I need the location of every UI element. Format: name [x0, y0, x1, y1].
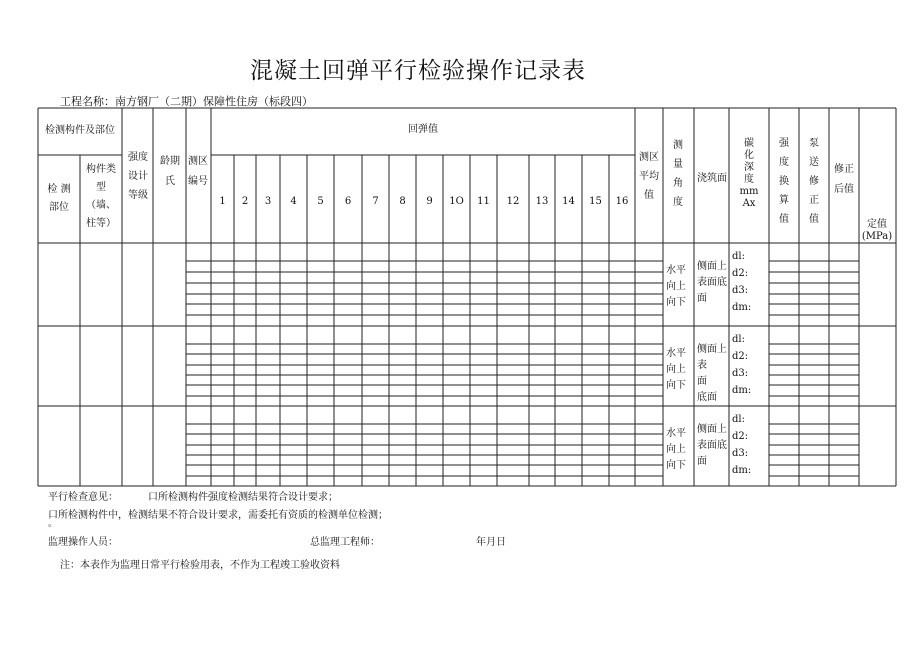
group-3-carb-depth: d2: [732, 431, 749, 442]
header-angle: 角 [673, 178, 683, 189]
group-1-angle: 向上 [666, 281, 686, 292]
header-zone-average: 值 [644, 190, 654, 201]
header-member-type: （墙、 [86, 200, 116, 211]
group-1-carb-depth: d3: [732, 285, 749, 296]
header-carbonation: 深 [744, 162, 754, 173]
header-converted-strength: 度 [779, 157, 789, 168]
header-member-type: 型 [96, 182, 106, 193]
chief-engineer-label: 总监理工程师： [310, 537, 380, 548]
group-1-angle: 向下 [666, 297, 686, 308]
rebound-col-16: 16 [615, 196, 629, 207]
group-3-pour-face: 面 [697, 456, 707, 467]
header-pour-face: 浇筑面 [697, 173, 727, 184]
group-1-carb-depth: dm: [732, 302, 752, 313]
note-text: 注：本表作为监理日常平行检验用表，不作为工程竣工验收资料 [60, 560, 340, 571]
date-label: 年月日 [476, 537, 506, 548]
rebound-col-15: 15 [589, 196, 602, 207]
header-final-value: (MPa) [861, 231, 893, 242]
header-rebound-value: 回弹值 [408, 124, 438, 135]
rebound-col-12: 12 [506, 196, 520, 207]
header-converted-strength: 换 [779, 176, 789, 187]
group-2-angle: 向上 [666, 364, 686, 375]
header-detect-part: 检 测 [47, 184, 71, 195]
header-member-type: 构件类 [86, 164, 116, 175]
group-2-angle: 向下 [666, 380, 686, 391]
project-name: 工程名称：南方钢厂（二期）保障性住房（标段四） [60, 95, 313, 108]
header-converted-strength: 算 [779, 195, 789, 206]
header-pump-correction: 值 [809, 214, 819, 225]
opinion-ng-checkbox[interactable]: 口所检测构件中，检测结果不符合设计要求，需委托有资质的检测单位检测； [48, 510, 388, 521]
header-strength-grade: 等级 [128, 190, 148, 201]
opinion-label: 平行检查意见： [48, 492, 118, 503]
group-1-angle: 水平 [666, 265, 686, 276]
header-carbonation: 碳 [744, 138, 754, 149]
rebound-col-2: 2 [241, 196, 249, 207]
header-pump-correction: 正 [809, 195, 819, 206]
header-corrected: 修正 [834, 164, 854, 175]
group-1-pour-face: 侧面上 [697, 261, 727, 272]
header-converted-strength: 值 [779, 214, 789, 225]
group-2-pour-face: 底面 [697, 392, 717, 403]
header-age: 龄期 [160, 156, 180, 167]
rebound-col-11: 11 [477, 196, 490, 207]
header-angle: 度 [673, 197, 683, 208]
header-age: 氏 [165, 176, 175, 187]
group-3-angle: 水平 [666, 428, 686, 439]
rebound-col-8: 8 [399, 196, 406, 207]
header-zone-no: 测区 [188, 156, 208, 167]
rebound-col-14: 14 [562, 196, 575, 207]
group-2-pour-face: 面 [697, 376, 707, 387]
group-3-pour-face: 侧面上 [697, 424, 727, 435]
header-pump-correction: 送 [809, 157, 819, 168]
group-3-carb-depth: d3: [732, 448, 749, 459]
opinion-ok-checkbox[interactable]: 口所检测构件强度检测结果符合设计要求； [148, 492, 338, 503]
header-strength-grade: 强度 [128, 152, 148, 163]
rebound-col-9: 9 [426, 196, 433, 207]
header-pump-correction: 修 [809, 176, 819, 187]
group-2-carb-depth: d3: [732, 368, 749, 379]
group-3-carb-depth: dm: [732, 465, 752, 476]
group-1-carb-depth: dl: [732, 251, 745, 262]
group-2-pour-face: 表 [697, 360, 707, 371]
header-member-location: 检测构件及部位 [45, 125, 115, 136]
group-3-carb-depth: dl: [732, 414, 745, 425]
group-2-carb-depth: dm: [732, 385, 752, 396]
header-carbonation: Ax [742, 198, 756, 209]
group-3-angle: 向上 [666, 444, 686, 455]
opinion-mark: 。 [48, 519, 58, 529]
group-3-angle: 向下 [666, 460, 686, 471]
rebound-col-3: 3 [264, 196, 272, 207]
group-2-angle: 水平 [666, 348, 686, 359]
group-1-pour-face: 表面底 [697, 277, 727, 288]
rebound-col-10: 1O [449, 196, 464, 207]
group-3-pour-face: 表面底 [697, 440, 727, 451]
header-converted-strength: 强 [779, 138, 789, 149]
header-member-type: 柱等） [86, 218, 116, 229]
rebound-col-5: 5 [317, 196, 324, 207]
header-carbonation: mm [739, 186, 759, 197]
rebound-col-7: 7 [372, 196, 379, 207]
header-detect-part: 部位 [49, 202, 69, 213]
rebound-col-1: 1 [219, 196, 226, 207]
group-2-carb-depth: d2: [732, 351, 749, 362]
header-angle: 量 [673, 159, 683, 170]
supervisor-label: 监理操作人员： [48, 537, 118, 548]
page-title: 混凝土回弹平行检验操作记录表 [250, 58, 586, 84]
header-carbonation: 化 [744, 150, 754, 161]
header-corrected: 后值 [834, 184, 854, 195]
rebound-col-4: 4 [290, 196, 297, 207]
header-carbonation: 度 [744, 174, 754, 185]
header-final-value: 定值 [867, 219, 887, 230]
group-2-pour-face: 侧面上 [697, 344, 727, 355]
rebound-col-13: 13 [535, 196, 549, 207]
header-strength-grade: 设计 [128, 171, 148, 182]
group-1-carb-depth: d2: [732, 268, 749, 279]
header-angle: 测 [673, 140, 683, 151]
header-pump-correction: 泵 [809, 138, 819, 149]
header-zone-average: 平均 [639, 171, 659, 182]
rebound-col-6: 6 [344, 196, 352, 207]
group-2-carb-depth: dl: [732, 334, 745, 345]
header-zone-average: 测区 [639, 152, 659, 163]
group-1-pour-face: 面 [697, 293, 707, 304]
header-zone-no: 编号 [188, 176, 208, 187]
